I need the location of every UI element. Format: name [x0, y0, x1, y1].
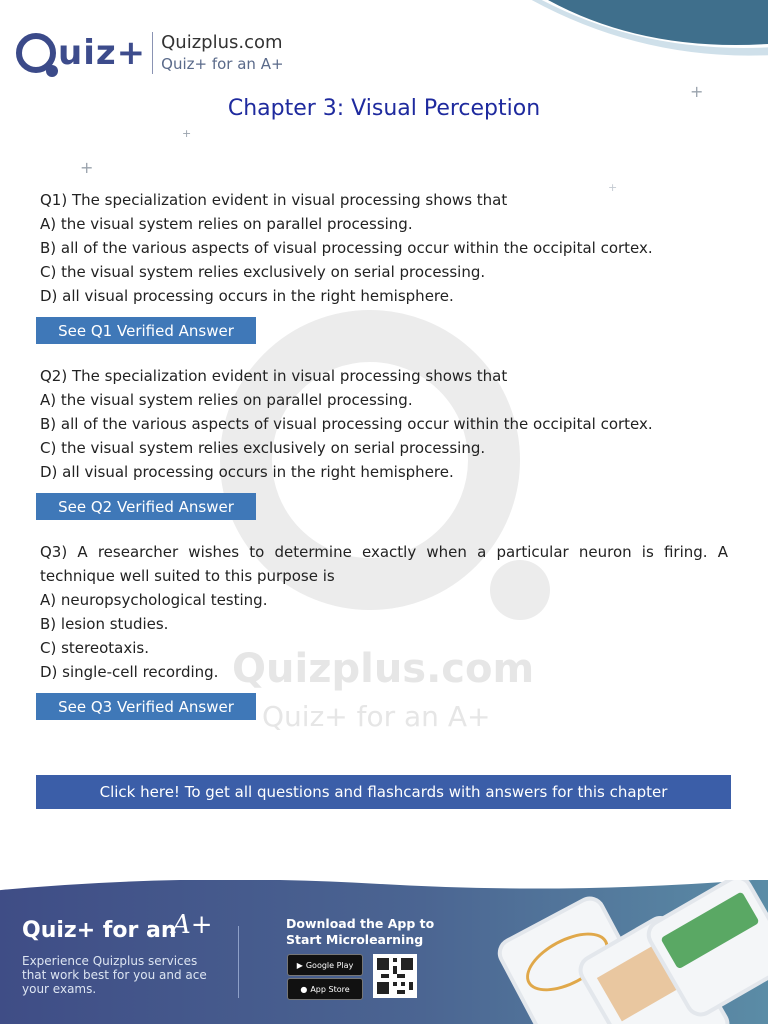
answer-option: A) the visual system relies on parallel processing.	[40, 391, 413, 409]
answer-option: B) all of the various aspects of visual processing occur within the occipital cortex.	[40, 239, 653, 257]
answer-option: C) the visual system relies exclusively on serial processing.	[40, 263, 486, 281]
site-tagline: Quiz+ for an A+	[161, 55, 284, 73]
banner-divider	[238, 926, 239, 998]
logo-text	[161, 32, 283, 74]
answer-option: B) lesion studies.	[40, 615, 169, 633]
google-play-icon: ▶	[296, 960, 303, 970]
app-promo-banner[interactable]	[0, 880, 768, 1024]
question-3	[40, 540, 728, 684]
logo-divider	[152, 32, 153, 74]
question-2	[40, 364, 728, 484]
phone-screen-graphic	[660, 891, 759, 969]
see-q1-answer-button[interactable]: See Q1 Verified Answer	[36, 317, 256, 344]
banner-description: Experience Quizplus services that work best for you and ace your exams.	[22, 954, 207, 996]
decorative-plus-icon: +	[608, 181, 618, 194]
apple-icon: ●	[300, 984, 308, 994]
logo-mark	[16, 33, 146, 73]
banner-aplus-script: A+	[172, 910, 213, 940]
watermark-tagline: Quiz+ for an A+	[262, 700, 491, 733]
all-questions-cta-button[interactable]: Click here! To get all questions and flashcards with answers for this chapter	[36, 775, 731, 809]
question-1	[40, 188, 728, 308]
chapter-title: Chapter 3: Visual Perception	[227, 96, 541, 121]
answer-option: D) all visual processing occurs in the right hemisphere.	[40, 463, 454, 481]
decorative-plus-icon: +	[690, 82, 704, 101]
decorative-plus-icon: +	[182, 127, 192, 140]
watermark-site: Quizplus.com	[232, 646, 535, 692]
corner-swoosh-decoration	[508, 0, 768, 90]
question-stem: Q2) The specialization evident in visual processing shows that	[40, 367, 508, 385]
answer-option: B) all of the various aspects of visual processing occur within the occipital cortex.	[40, 415, 653, 433]
quizplus-logo[interactable]	[16, 28, 284, 78]
logo-wordmark: uiz+	[58, 33, 147, 73]
download-app-text: Download the App to Start Microlearning	[286, 916, 435, 947]
app-store-label: App Store	[310, 984, 350, 994]
banner-title: Quiz+ for an	[22, 918, 177, 943]
banner-wave-decoration	[0, 880, 768, 902]
google-play-button[interactable]	[287, 954, 363, 976]
answer-option: D) all visual processing occurs in the right hemisphere.	[40, 287, 454, 305]
answer-option: A) the visual system relies on parallel processing.	[40, 215, 413, 233]
qr-code-icon[interactable]	[373, 954, 417, 998]
answer-option: C) stereotaxis.	[40, 639, 149, 657]
answer-option: C) the visual system relies exclusively on serial processing.	[40, 439, 486, 457]
answer-option: A) neuropsychological testing.	[40, 591, 268, 609]
app-store-button[interactable]	[287, 978, 363, 1000]
logo-q-icon	[16, 33, 56, 73]
site-name: Quizplus.com	[161, 32, 283, 53]
answer-option: D) single-cell recording.	[40, 663, 219, 681]
google-play-label: Google Play	[305, 960, 354, 970]
question-stem: Q1) The specialization evident in visual processing shows that	[40, 191, 508, 209]
see-q2-answer-button[interactable]: See Q2 Verified Answer	[36, 493, 256, 520]
decorative-plus-icon: +	[80, 158, 94, 177]
question-stem: Q3) A researcher wishes to determine exactly when a particular neuron is firing. A technique well suited to this purpose is	[40, 543, 728, 585]
see-q3-answer-button[interactable]: See Q3 Verified Answer	[36, 693, 256, 720]
